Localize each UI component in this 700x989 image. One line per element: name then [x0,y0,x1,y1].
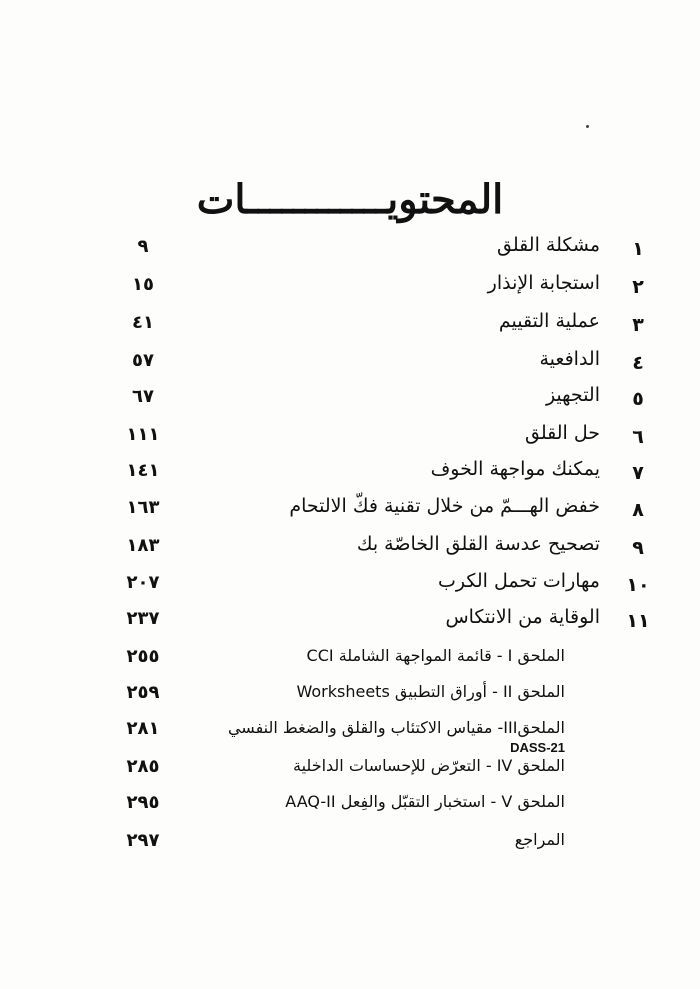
page-number: ٢٩٥ [126,792,160,813]
chapter-number: ٧ [632,462,644,484]
page-number: ٩ [137,236,149,257]
chapter-title: مهارات تحمل الكرب [437,570,600,592]
chapter-number: ٢ [632,276,644,298]
toc-entry [0,493,700,523]
toc-entry [0,531,700,561]
toc-entry [0,604,700,634]
page-number: ٢٥٥ [126,646,160,667]
appendix-title: الملحقIII- مقياس الاكتئاب والقلق والضغط النفسي [227,718,565,737]
appendix-entry [0,826,700,856]
appendix-subtitle: DASS-21 [510,740,565,755]
toc-entry [0,270,700,300]
page-number: ٢٨١ [126,718,160,739]
page-number: ١٦٣ [126,497,160,518]
chapter-number: ٦ [632,426,644,448]
scan-speck [586,125,589,128]
appendix-title: الملحق V - استخبار التقبّل والفِعل AAQ-II [285,792,565,811]
toc-entry [0,308,700,338]
chapter-title: مشكلة القلق [497,234,600,256]
page-number: ٢٩٧ [126,830,160,851]
chapter-title: عملية التقييم [498,310,600,332]
chapter-number: ١ [632,238,644,260]
appendix-title: الملحق I - قائمة المواجهة الشاملة CCI [306,646,565,665]
toc-entry [0,346,700,376]
chapter-title: خفض الهـــمّ من خلال تقنية فكّ الالتحام [289,495,600,517]
toc-entry [0,232,700,262]
chapter-number: ١٠ [626,574,650,596]
page-number: ١١١ [126,424,160,445]
appendix-entry [0,678,700,708]
toc-entry [0,420,700,450]
toc-entry [0,568,700,598]
appendix-entry [0,642,700,672]
chapter-title: الوقاية من الانتكاس [445,606,600,628]
page-number: ١٥ [132,274,154,295]
chapter-title: استجابة الإنذار [487,272,600,294]
page-number: ٤١ [132,312,154,333]
chapter-title: الدافعية [539,348,600,370]
chapter-title: تصحيح عدسة القلق الخاصّة بك [356,533,600,555]
appendix-title: الملحق IV - التعرّض للإحساسات الداخلية [292,756,565,775]
page-title: المحتويــــــــــــات [196,176,504,223]
page-number: ١٤١ [126,460,160,481]
chapter-number: ٣ [632,314,644,336]
chapter-number: ٩ [632,537,644,559]
page-number: ٢٥٩ [126,682,160,703]
page-number: ٦٧ [132,386,154,407]
appendix-title: المراجع [514,830,565,849]
chapter-number: ٥ [632,388,644,410]
toc-entry [0,456,700,486]
chapter-title: يمكنك مواجهة الخوف [430,458,600,480]
page-number: ١٨٣ [126,535,160,556]
appendix-entry [0,752,700,782]
chapter-number: ١١ [626,610,650,632]
appendix-title: الملحق II - أوراق التطبيق Worksheets [296,682,565,701]
chapter-title: حل القلق [525,422,600,444]
toc-entry [0,382,700,412]
page-number: ٢٠٧ [126,572,160,593]
page-number: ٥٧ [132,350,154,371]
chapter-number: ٨ [632,499,644,521]
chapter-title: التجهيز [545,384,600,406]
page-number: ٢٣٧ [126,608,160,629]
page-number: ٢٨٥ [126,756,160,777]
appendix-entry [0,788,700,818]
chapter-number: ٤ [632,352,644,374]
